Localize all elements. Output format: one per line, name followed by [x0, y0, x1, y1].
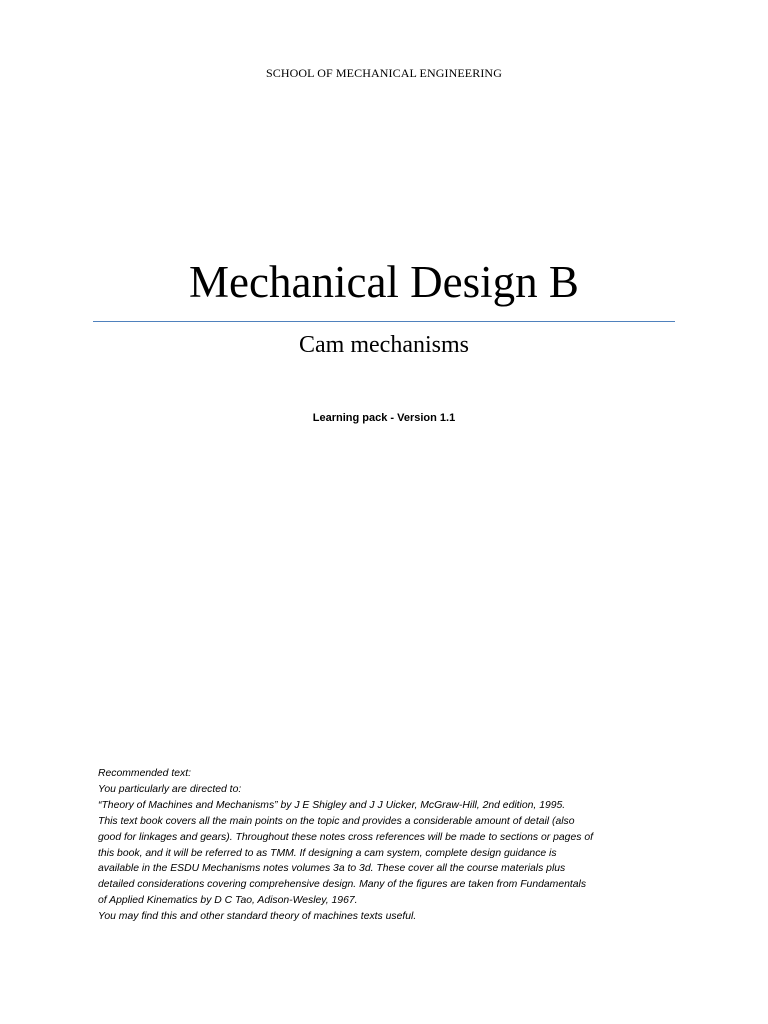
- notes-line: You particularly are directed to:: [98, 783, 242, 795]
- recommended-text-notes: [98, 766, 698, 925]
- notes-line: This text book covers all the main points on the topic and provides a considerable amount of detail (also: [98, 815, 575, 827]
- notes-line: You may find this and other standard theory of machines texts useful.: [98, 911, 417, 923]
- notes-line: available in the ESDU Mechanisms notes volumes 3a to 3d. These cover all the course materials plus: [98, 863, 566, 875]
- notes-line: “Theory of Machines and Mechanisms” by J E Shigley and J J Uicker, McGraw-Hill, 2nd edition, 1995.: [98, 799, 566, 811]
- document-subtitle: Cam mechanisms: [299, 332, 469, 358]
- notes-line: Recommended text:: [98, 768, 191, 779]
- notes-line: of Applied Kinematics by D C Tao, Adison-Wesley, 1967.: [98, 895, 358, 907]
- notes-line: detailed considerations covering comprehensive design. Many of the figures are taken from Fundamentals: [98, 879, 587, 891]
- school-header: SCHOOL OF MECHANICAL ENGINEERING: [266, 66, 502, 80]
- notes-line: this book, and it will be referred to as TMM. If designing a cam system, complete design guidance is: [98, 847, 557, 859]
- version-label: Learning pack - Version 1.1: [312, 412, 456, 424]
- title-divider: [93, 321, 675, 322]
- document-title: Mechanical Design B: [189, 257, 579, 307]
- notes-line: good for linkages and gears). Throughout these notes cross references will be made to sections or pages of: [98, 831, 593, 843]
